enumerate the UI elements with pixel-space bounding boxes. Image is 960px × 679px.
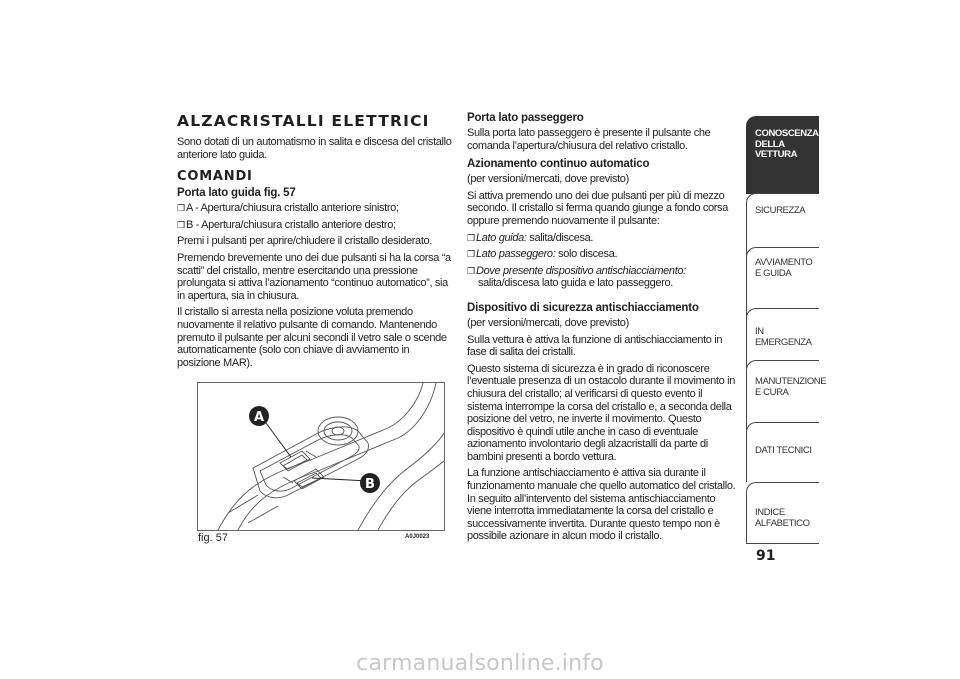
tab-avviamento-e-guida[interactable]: AVVIAMENTO E GUIDA [746, 247, 819, 317]
continuo-heading: Azionamento continuo automatico [467, 158, 650, 171]
checkbox-bullet-icon: ❒ [177, 219, 185, 230]
tab-dati-tecnici[interactable]: DATI TECNICI [746, 422, 819, 482]
porta-passeggero-heading: Porta lato passeggero [467, 112, 584, 124]
window-switch-drawing [198, 383, 444, 530]
antischiacciamento-heading: Dispositivo di sicurezza antischiacciamento [467, 301, 699, 314]
antischiacciamento-paragraph-1: Sulla vettura è attiva la funzione di antischiacciamento in fase di salita dei cristalli. [467, 333, 723, 359]
right-column [467, 112, 739, 547]
antischiacciamento-note: (per versioni/mercati, dove previsto) [467, 316, 629, 329]
callout-b-label: B [365, 477, 375, 492]
bullet-b: ❒B - Apertura/chiusura cristallo anteriore destro; [177, 218, 396, 231]
checkbox-bullet-icon: ❒ [467, 232, 475, 243]
tab-indice-alfabetico[interactable]: INDICE ALFABETICO [746, 482, 819, 544]
comandi-heading: COMANDI [177, 169, 253, 185]
continuo-paragraph: Si attiva premendo uno dei due pulsanti per più di mezzo secondo. Il cristallo si ferma quando giunge a fondo corsa oppure premendo nuovamente il pulsante: [467, 189, 728, 227]
checkbox-bullet-icon: ❒ [467, 265, 475, 276]
antischiacciamento-paragraph-2: Questo sistema di sicurezza è in grado di riconoscere l’eventuale presenza di un ostacolo durante il movimento in chiusura del cristallo; al verificarsi di questo evento il sistema interrompe la corsa del cristallo e, a seconda della posizione del vetro, ne inverte il movimento. Questo dispositivo è quindi utile anche in caso di eventuale azionamento involontario degli alzacristalli da parte di bambini presenti a bordo vettura. [467, 362, 735, 463]
porta-guida-heading: Porta lato guida fig. 57 [177, 187, 296, 200]
tab-in-emergenza[interactable]: IN EMERGENZA [746, 308, 819, 368]
passeggero-paragraph: Sulla porta lato passeggero è presente il pulsante che comanda l’apertura/chiusura del relativo cristallo. [467, 127, 711, 152]
comandi-paragraph-3: Il cristallo si arresta nella posizione voluta premendo nuovamente il relativo pulsante di comando. Mantenendo premuto il pulsante per alcuni secondi il vetro sale o scende automaticamente (solo con chiave di avviamento in posizione MAR). [177, 306, 447, 369]
figure-caption: fig. 57 [198, 532, 228, 544]
left-column [177, 112, 452, 373]
watermark-text: carmanualsonline.info [356, 651, 604, 676]
checkbox-bullet-icon: ❒ [177, 203, 185, 214]
antischiacciamento-paragraph-3: La funzione antischiacciamento è attiva sia durante il funzionamento manuale che quello automatico del cristallo. In seguito all’intervento del sistema antischiacciamento viene interrotta immediatamente la corsa del cristallo e successivamente invertita. Durante questo tempo non è possibile azionare in alcun modo il cristallo. [467, 467, 736, 543]
continuo-bullet-guida: ❒Lato guida: salita/discesa. [467, 231, 594, 244]
intro-paragraph: Sono dotati di un automatismo in salita e discesa del cristallo anteriore lato guida. [177, 136, 452, 161]
tab-sicurezza[interactable]: SICUREZZA [746, 193, 819, 255]
figure-57-illustration [197, 382, 445, 531]
comandi-paragraph-1: Premi i pulsanti per aprire/chiudere il cristallo desiderato. [177, 235, 432, 248]
page-title: ALZACRISTALLI ELETTRICI [177, 112, 430, 130]
figure-code: A0J0023 [405, 534, 430, 540]
tab-manutenzione-e-cura[interactable]: MANUTENZIONE E CURA [746, 360, 819, 430]
tab-conoscenza-della-vettura[interactable]: CONOSCENZA DELLA VETTURA [746, 116, 819, 194]
continuo-bullet-antischiacciamento: ❒Dove presente dispositivo antischiacciamento: salita/discesa lato guida e lato passeggero. [467, 264, 686, 290]
callout-a-label: A [253, 410, 265, 425]
bullet-a: ❒A - Apertura/chiusura cristallo anteriore sinistro; [177, 202, 399, 215]
continuo-note: (per versioni/mercati, dove previsto) [467, 173, 629, 186]
continuo-bullet-passeggero: ❒Lato passeggero: solo discesa. [467, 248, 618, 261]
comandi-paragraph-2: Premendo brevemente uno dei due pulsanti si ha la corsa “a scatti” del cristallo, mentre esercitando una pressione prolungata si attiva l’azionamento “continuo automatico”, sia in apertura, sia in chiusura. [177, 251, 451, 302]
checkbox-bullet-icon: ❒ [467, 249, 475, 260]
page-number: 91 [756, 548, 776, 564]
